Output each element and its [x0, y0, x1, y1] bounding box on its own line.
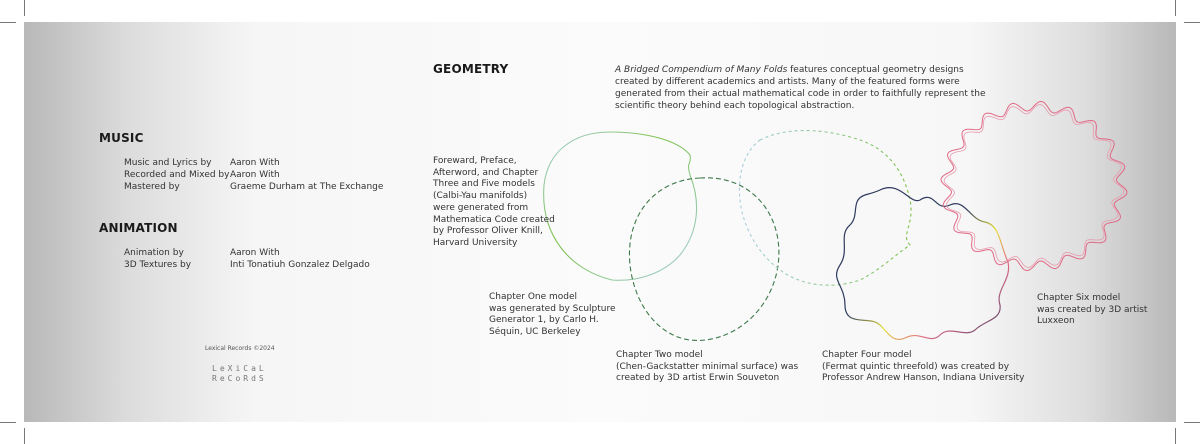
chapter-six-credit: [1037, 293, 1147, 328]
intro-line: created by different academics and artists. Many of the featured forms were: [615, 77, 960, 87]
foreword-credit: [433, 156, 555, 250]
animation-heading: ANIMATION: [99, 221, 178, 235]
chapter-one-credit: [489, 292, 616, 338]
credit-line: Generator 1, by Carlo H.: [489, 315, 599, 325]
copyright: Lexical Records ©2024: [205, 345, 275, 352]
credit-role: Animation by: [124, 248, 184, 258]
credit-role: Recorded and Mixed by: [124, 170, 230, 180]
credit-line: Mathematica Code created: [433, 214, 555, 225]
music-heading: MUSIC: [99, 131, 144, 145]
intro-line: scientific theory behind each topological abstraction.: [615, 101, 855, 111]
logo-line: LeXiCaL: [212, 364, 267, 373]
credit-line: (Fermat quintic threefold) was created by: [822, 361, 1010, 372]
credit-line: Chapter One model: [489, 292, 578, 302]
intro-line: generated from their actual mathematical code in order to faithfully represent the: [615, 89, 986, 99]
chapter-four-credit: [822, 350, 1024, 385]
chapter-six-form: [941, 102, 1127, 271]
credit-line: Professor Andrew Hanson, Indiana University: [822, 373, 1025, 383]
credit-name: Aaron With: [230, 170, 280, 180]
credit-line: was generated by Sculpture: [489, 303, 616, 314]
credit-line: Luxxeon: [1037, 316, 1075, 326]
credit-name: Graeme Durham at The Exchange: [230, 182, 384, 192]
credit-line: was created by 3D artist: [1037, 304, 1148, 315]
geometry-intro: [615, 64, 986, 112]
credit-line: Foreward, Preface,: [433, 156, 517, 166]
credit-line: (Chen-Gackstatter minimal surface) was: [616, 361, 799, 372]
credit-line: Chapter Six model: [1037, 293, 1121, 303]
credit-role: Mastered by: [124, 182, 180, 192]
credit-line: Chapter Two model: [616, 350, 703, 360]
chapter-four-form: [837, 188, 1009, 340]
credit-line: (Calbi-Yau manifolds): [433, 191, 528, 202]
geometry-heading: GEOMETRY: [433, 62, 509, 76]
chapter-one-form: [544, 132, 697, 280]
chapter-two-form: [629, 178, 778, 341]
credit-line: created by 3D artist Erwin Souveton: [616, 373, 780, 383]
credit-line: by Professor Oliver Knill,: [433, 226, 543, 237]
credit-line: Afterword, and Chapter: [433, 167, 539, 178]
credit-line: Harvard University: [433, 237, 518, 248]
credit-line: were generated from: [433, 202, 529, 213]
credit-name: Inti Tonatiuh Gonzalez Delgado: [230, 260, 370, 270]
logo-line: ReCoRdS: [212, 374, 267, 383]
credit-role: 3D Textures by: [124, 260, 192, 270]
credit-line: Three and Five models: [433, 179, 535, 190]
credit-line: Séquin, UC Berkeley: [489, 326, 581, 337]
credit-name: Aaron With: [230, 158, 280, 168]
album-title: A Bridged Compendium of Many Folds: [615, 65, 788, 75]
credit-role: Music and Lyrics by: [124, 158, 212, 168]
intro-line: features conceptual geometry designs: [787, 65, 964, 75]
chapter-two-credit: [616, 350, 798, 385]
credit-name: Aaron With: [230, 248, 280, 258]
credit-line: Chapter Four model: [822, 350, 912, 360]
